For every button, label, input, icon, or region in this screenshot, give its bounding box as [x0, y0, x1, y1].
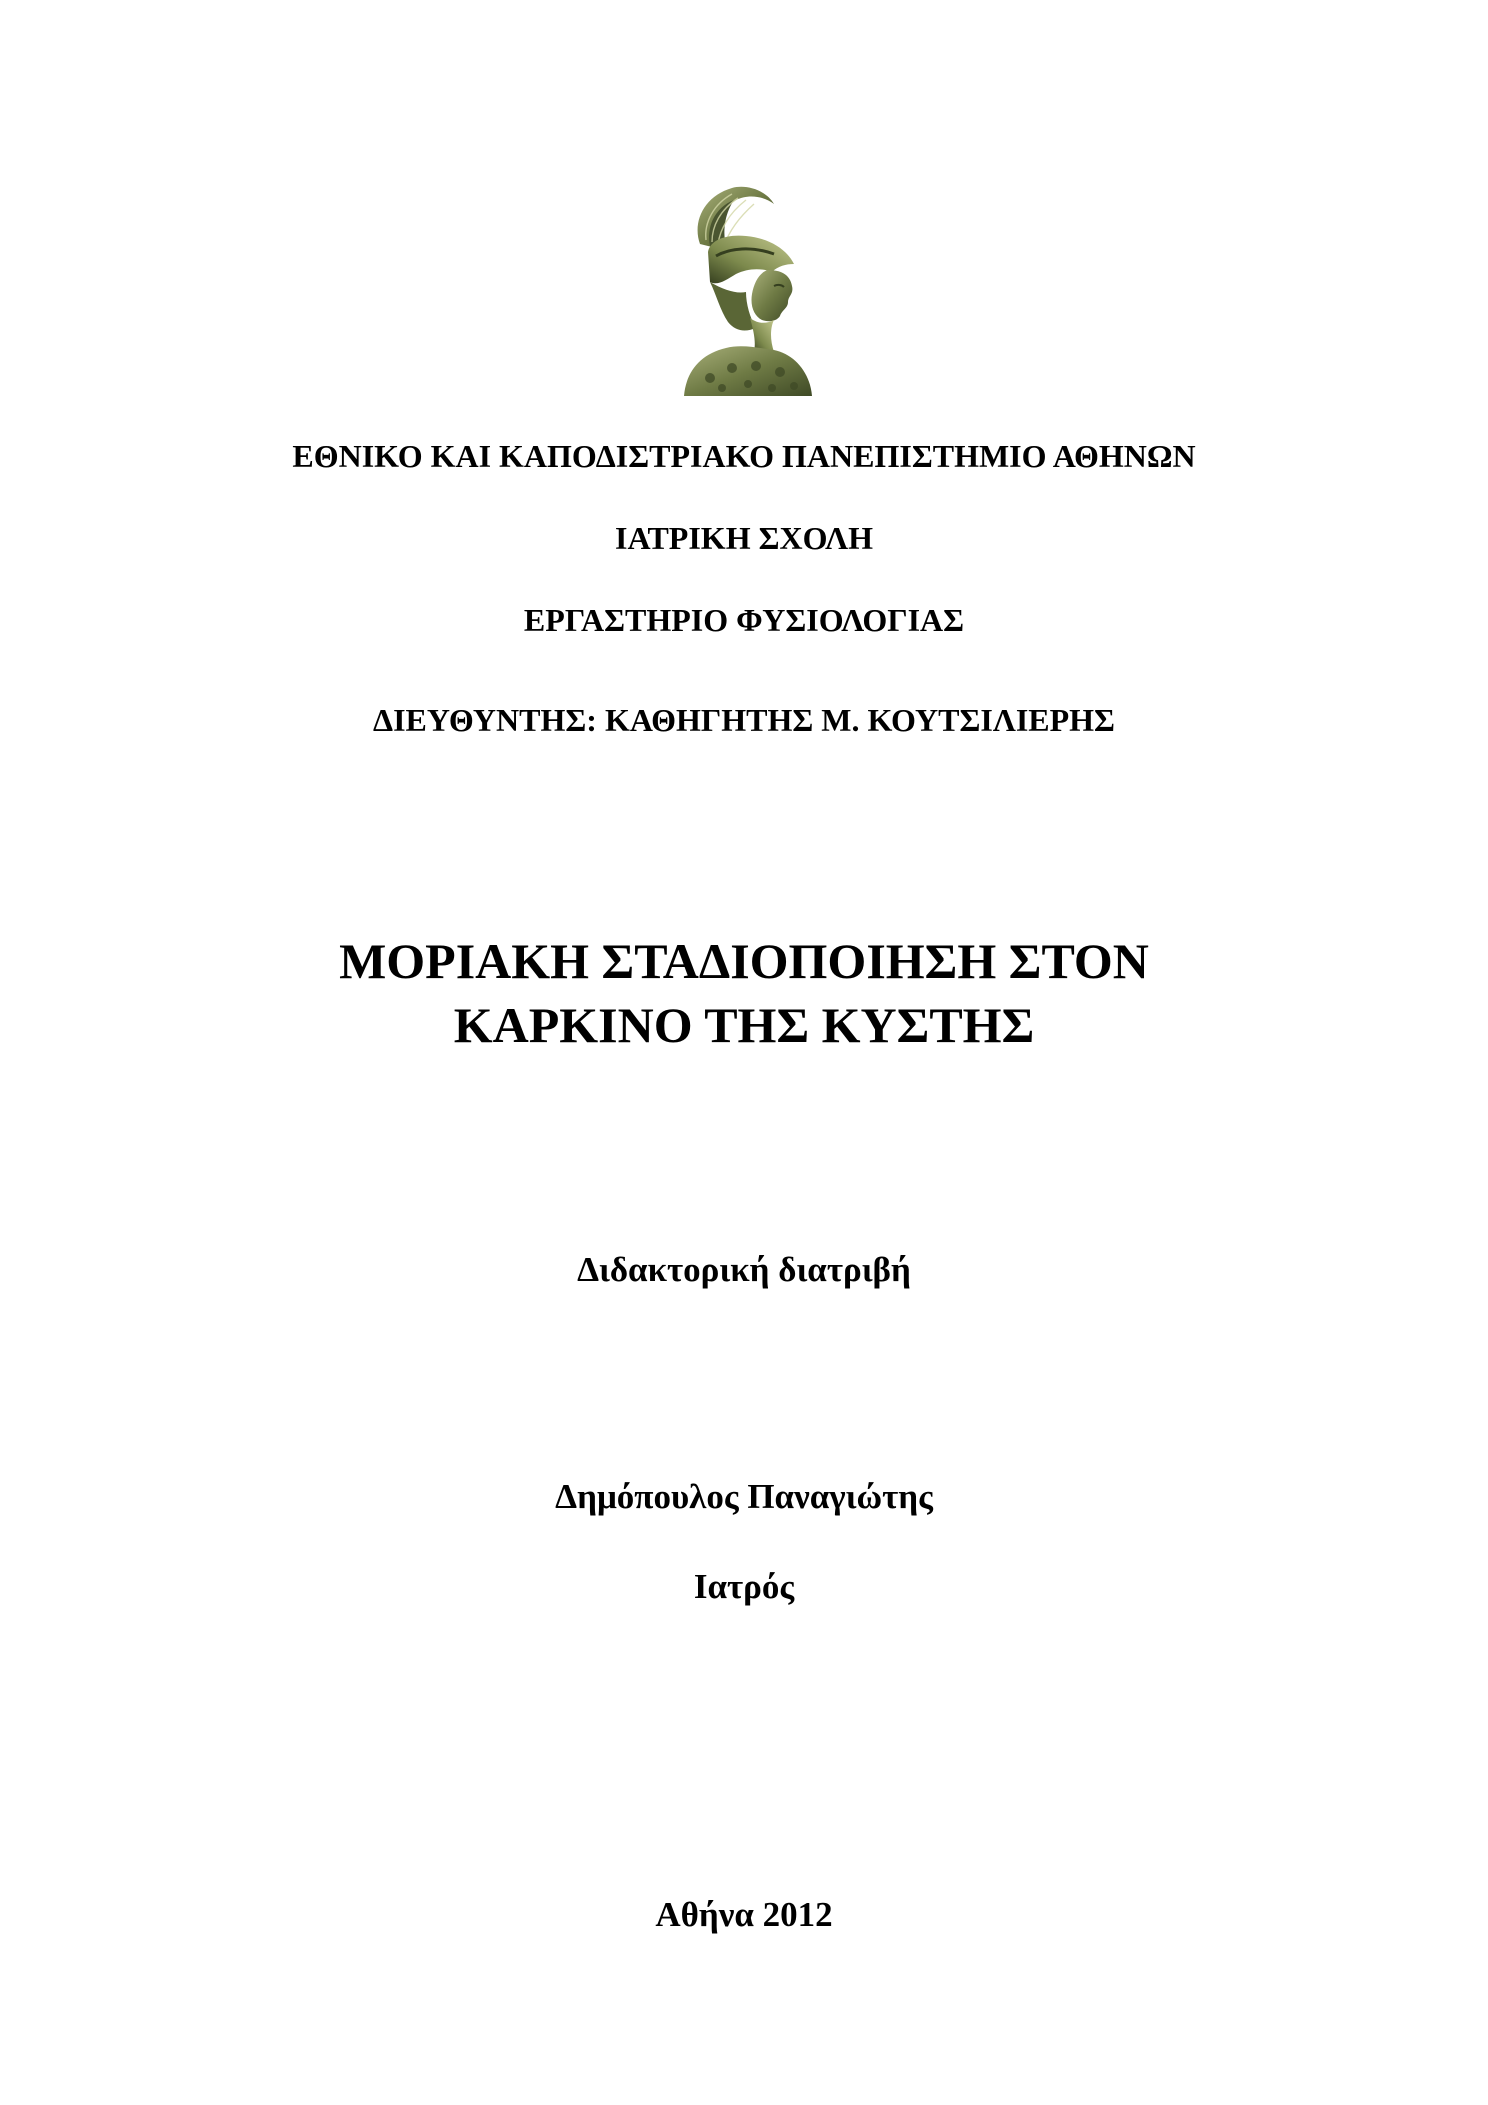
thesis-title-line-1: ΜΟΡΙΑΚΗ ΣΤΑΔΙΟΠΟΙΗΣΗ ΣΤΟΝ	[339, 933, 1149, 989]
director-line: ΔΙΕΥΘΥΝΤΗΣ: ΚΑΘΗΓΗΤΗΣ Μ. ΚΟΥΤΣΙΛΙΕΡΗΣ	[373, 702, 1115, 738]
thesis-title-line-2: ΚΑΡΚΙΝΟ ΤΗΣ ΚΥΣΤΗΣ	[453, 997, 1035, 1053]
author-name: Δημόπουλος Παναγιώτης	[555, 1477, 933, 1516]
place-year: Αθήνα 2012	[655, 1895, 833, 1934]
athena-head-icon	[670, 182, 820, 396]
university-name: ΕΘΝΙΚΟ ΚΑΙ ΚΑΠΟΔΙΣΤΡΙΑΚΟ ΠΑΝΕΠΙΣΤΗΜΙΟ ΑΘΗΝΩΝ	[292, 438, 1196, 474]
thesis-type: Διδακτορική διατριβή	[577, 1250, 911, 1289]
author-profession: Ιατρός	[693, 1567, 795, 1606]
laboratory-name: ΕΡΓΑΣΤΗΡΙΟ ΦΥΣΙΟΛΟΓΙΑΣ	[523, 602, 965, 638]
school-name: ΙΑΤΡΙΚΗ ΣΧΟΛΗ	[615, 520, 873, 556]
